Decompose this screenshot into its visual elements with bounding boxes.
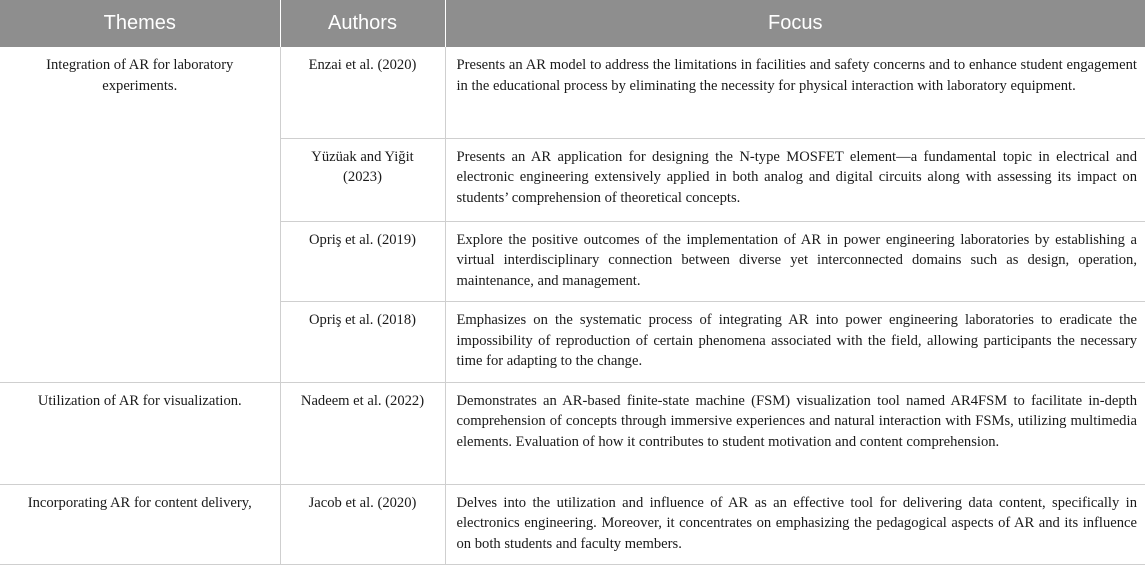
header-authors: Authors bbox=[280, 0, 445, 47]
theme-cell: Incorporating AR for content delivery, bbox=[0, 484, 280, 565]
theme-cell: Integration of AR for laboratory experiments. bbox=[0, 47, 280, 382]
theme-cell: Utilization of AR for visualization. bbox=[0, 382, 280, 484]
author-cell: Jacob et al. (2020) bbox=[280, 484, 445, 565]
table-row bbox=[0, 484, 1145, 565]
focus-cell: Presents an AR model to address the limitations in facilities and safety concerns and to enhance student engagement in the educational process by eliminating the necessity for physical interaction with laboratory equipment. bbox=[456, 57, 1137, 94]
focus-cell: Delves into the utilization and influence of AR as an effective tool for delivering data content, specifically in electronics engineering. Moreover, it concentrates on emphasizing the pedagogical aspects of AR and its influence on both students and faculty members. bbox=[456, 494, 1137, 552]
table-row bbox=[0, 382, 1145, 484]
header-themes: Themes bbox=[0, 0, 280, 47]
author-cell: Yüzüak and Yiğit (2023) bbox=[280, 138, 445, 221]
focus-cell: Emphasizes on the systematic process of integrating AR into power engineering laboratories to eradicate the impossibility of reproduction of certain phenomena associated with the field, allowing participants the necessary time for adapting to the change. bbox=[456, 312, 1137, 369]
author-cell: Opriş et al. (2018) bbox=[280, 302, 445, 383]
author-cell: Opriş et al. (2019) bbox=[280, 221, 445, 302]
header-focus: Focus bbox=[445, 0, 1145, 47]
focus-cell: Explore the positive outcomes of the implementation of AR in power engineering laboratories by establishing a virtual interdisciplinary connection between diverse yet interconnected domains such as design, operation, maintenance, and management. bbox=[456, 231, 1137, 289]
table-header-row bbox=[0, 0, 1145, 47]
table-row bbox=[0, 47, 1145, 138]
author-cell: Nadeem et al. (2022) bbox=[280, 382, 445, 484]
focus-cell: Presents an AR application for designing the N-type MOSFET element—a fundamental topic in electrical and electronic engineering extensively applied in both analog and digital circuits along with assessing its impact on students’ comprehension of theoretical concepts. bbox=[456, 148, 1137, 206]
author-cell: Enzai et al. (2020) bbox=[280, 47, 445, 138]
focus-cell: Demonstrates an AR-based finite-state machine (FSM) visualization tool named AR4FSM to facilitate in-depth comprehension of concepts through immersive experiences and natural interaction with FSMs, utilizing multimedia elements. Evaluation of how it contributes to student motivation and content comprehension. bbox=[456, 392, 1137, 450]
